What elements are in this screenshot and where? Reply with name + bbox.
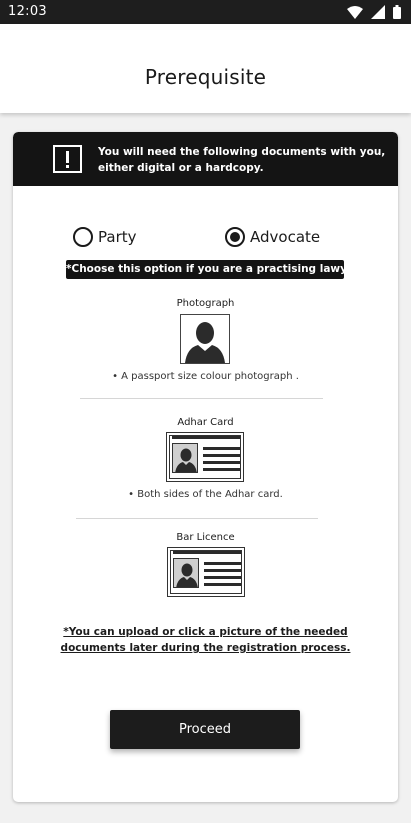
radio-advocate-label: Advocate <box>250 228 321 246</box>
id-card-icon <box>166 432 244 482</box>
divider <box>80 398 323 399</box>
advocate-note: *Choose this option if you are a practising lawyer <box>66 260 344 279</box>
adhar-card-title: Adhar Card <box>177 417 234 428</box>
radio-party[interactable] <box>73 226 137 248</box>
person-photo-icon <box>180 314 230 364</box>
photograph-caption: • A passport size colour photograph . <box>112 371 299 382</box>
banner-text: You will need the following documents with you, either digital or a hardcopy. <box>98 146 386 174</box>
radio-advocate-indicator[interactable] <box>225 227 245 247</box>
info-banner <box>13 132 398 186</box>
wifi-icon <box>347 6 363 19</box>
status-bar <box>0 0 411 24</box>
status-time: 12:03 <box>8 4 47 19</box>
signal-icon <box>371 5 385 19</box>
prerequisite-card <box>13 132 398 802</box>
id-card-icon <box>167 547 245 597</box>
app-bar <box>0 24 411 113</box>
exclamation-icon <box>53 145 82 173</box>
page-title: Prerequisite <box>144 64 267 89</box>
upload-note-line-2: documents later during the registration process. <box>60 642 351 654</box>
status-icons <box>347 5 401 19</box>
radio-party-indicator[interactable] <box>73 227 93 247</box>
upload-note <box>13 624 398 656</box>
photograph-title: Photograph <box>176 298 235 309</box>
battery-icon <box>393 5 401 19</box>
adhar-card-caption: • Both sides of the Adhar card. <box>128 489 283 500</box>
radio-party-label: Party <box>98 228 137 246</box>
divider <box>76 518 318 519</box>
bar-licence-title: Bar Licence <box>176 532 235 543</box>
proceed-button[interactable]: Proceed <box>110 710 300 749</box>
upload-note-line-1: *You can upload or click a picture of the needed <box>63 626 348 638</box>
radio-advocate[interactable] <box>225 226 320 248</box>
